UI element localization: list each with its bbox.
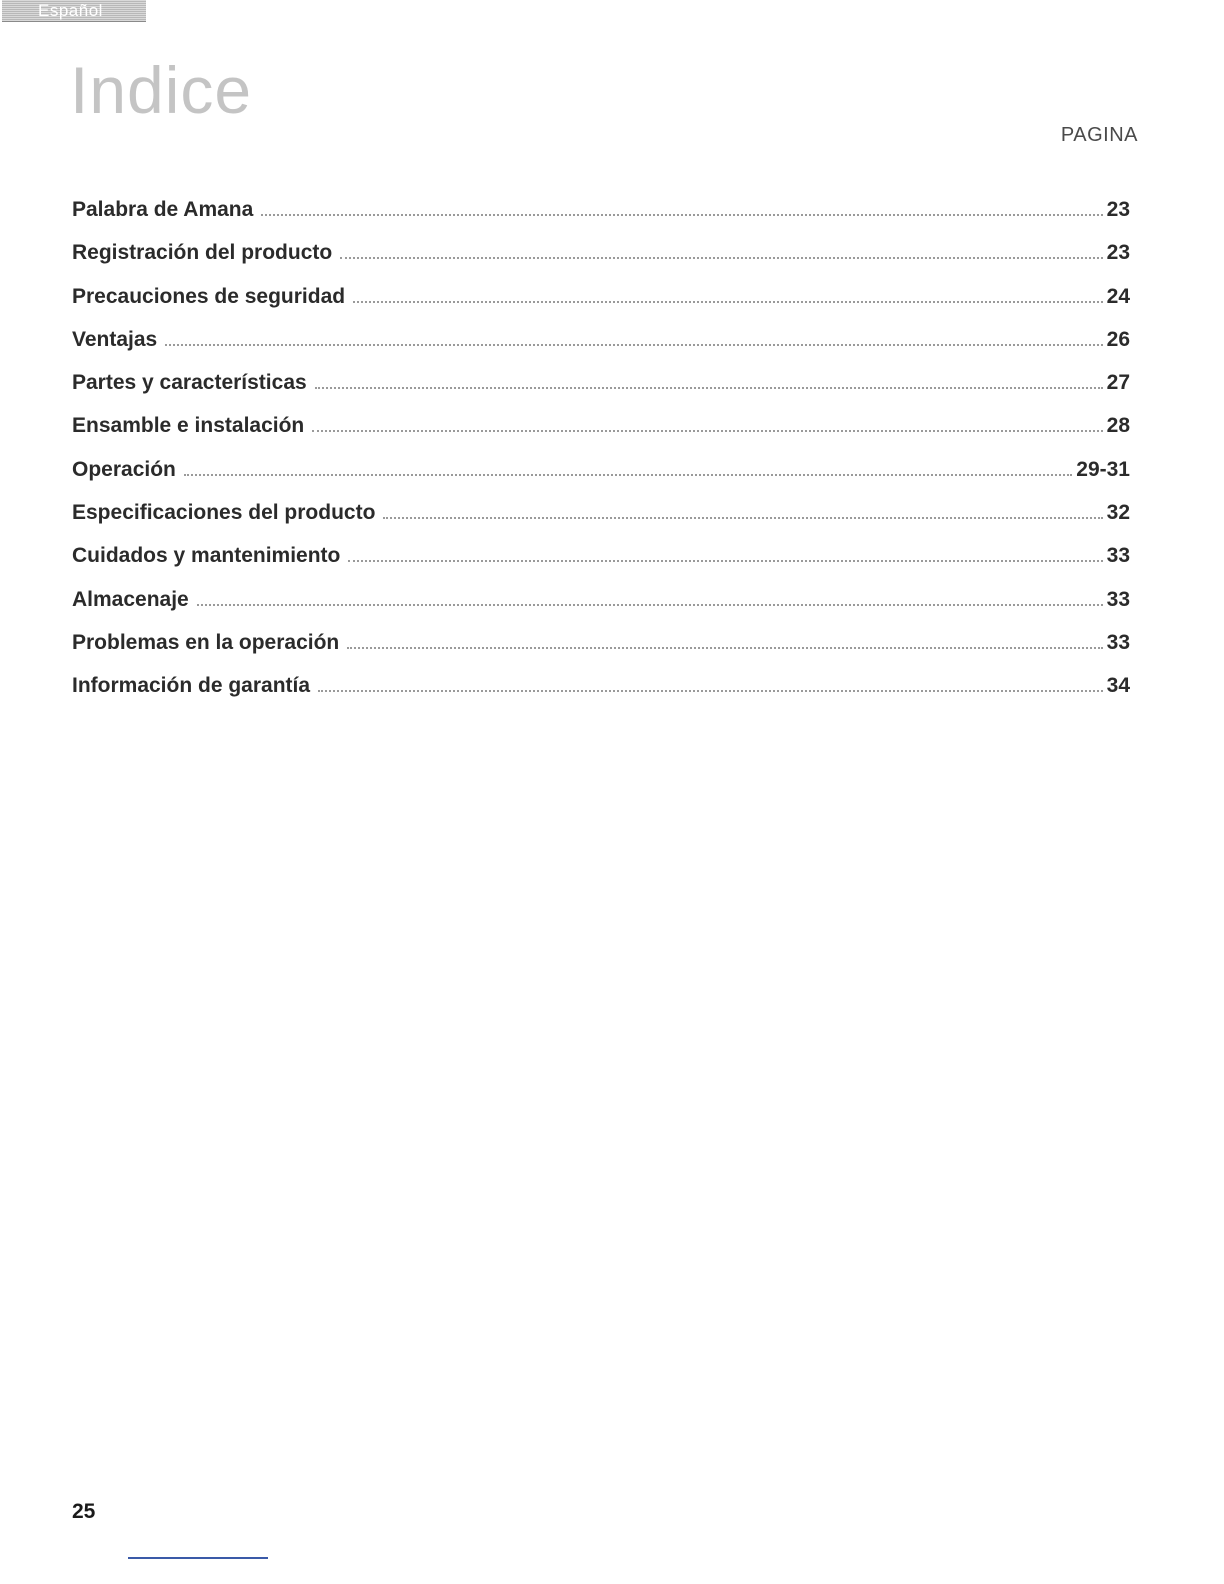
toc-entry-label: Precauciones de seguridad — [72, 284, 346, 308]
toc-entry[interactable] — [72, 674, 1130, 717]
toc-entry-label: Partes y características — [72, 371, 307, 395]
toc-entry[interactable] — [72, 198, 1130, 241]
toc-entry[interactable] — [72, 588, 1130, 631]
toc-entry-page: 33 — [1106, 630, 1130, 654]
page-title: Indice — [70, 53, 253, 127]
toc-entry-label: Ensamble e instalación — [72, 414, 305, 438]
footer-rule — [128, 1557, 268, 1559]
toc-entry-page: 29-31 — [1076, 457, 1130, 481]
dot-leader — [383, 517, 1102, 519]
toc-entry[interactable] — [72, 631, 1130, 674]
dot-leader — [261, 214, 1102, 216]
toc-entry-page: 23 — [1106, 198, 1130, 221]
dot-leader — [318, 690, 1103, 692]
toc-entry-label: Cuidados y mantenimiento — [72, 544, 341, 568]
dot-leader — [353, 301, 1103, 303]
toc-entry[interactable] — [72, 328, 1130, 371]
toc-entry-label: Ventajas — [72, 327, 158, 351]
toc-entry[interactable] — [72, 458, 1130, 501]
toc-entry[interactable] — [72, 544, 1130, 587]
toc-entry-label: Almacenaje — [72, 587, 189, 611]
toc-entry[interactable] — [72, 241, 1130, 284]
toc-entry-page: 34 — [1106, 674, 1130, 698]
toc-entry-page: 23 — [1106, 241, 1130, 265]
page-column-header: PAGINA — [1060, 124, 1138, 146]
toc-entry[interactable] — [72, 285, 1130, 328]
toc-entry-page: 27 — [1106, 371, 1130, 395]
toc-entry-page: 28 — [1106, 414, 1130, 438]
dot-leader — [347, 647, 1102, 649]
dot-leader — [340, 257, 1102, 259]
toc-entry-page: 24 — [1106, 284, 1130, 308]
toc-entry-label: Especificaciones del producto — [72, 501, 376, 525]
toc-entry[interactable] — [72, 414, 1130, 457]
toc-entry-label: Operación — [72, 457, 176, 481]
toc-entry-page: 33 — [1106, 544, 1130, 568]
toc-entry-page: 26 — [1106, 327, 1130, 351]
toc-entry-page: 33 — [1106, 587, 1130, 611]
toc-entry-label: Palabra de Amana — [72, 198, 254, 221]
toc-entry-label: Problemas en la operación — [72, 630, 340, 654]
dot-leader — [312, 430, 1102, 432]
dot-leader — [197, 604, 1103, 606]
dot-leader — [165, 344, 1102, 346]
dot-leader — [348, 560, 1102, 562]
table-of-contents — [72, 198, 1130, 718]
page-number: 25 — [72, 1500, 96, 1523]
dot-leader — [184, 474, 1072, 476]
toc-entry[interactable] — [72, 371, 1130, 414]
toc-entry-page: 32 — [1106, 501, 1130, 525]
language-tab: Español — [2, 0, 146, 22]
toc-entry[interactable] — [72, 501, 1130, 544]
toc-entry-label: Registración del producto — [72, 241, 333, 265]
toc-entry-label: Información de garantía — [72, 674, 311, 698]
dot-leader — [315, 387, 1103, 389]
